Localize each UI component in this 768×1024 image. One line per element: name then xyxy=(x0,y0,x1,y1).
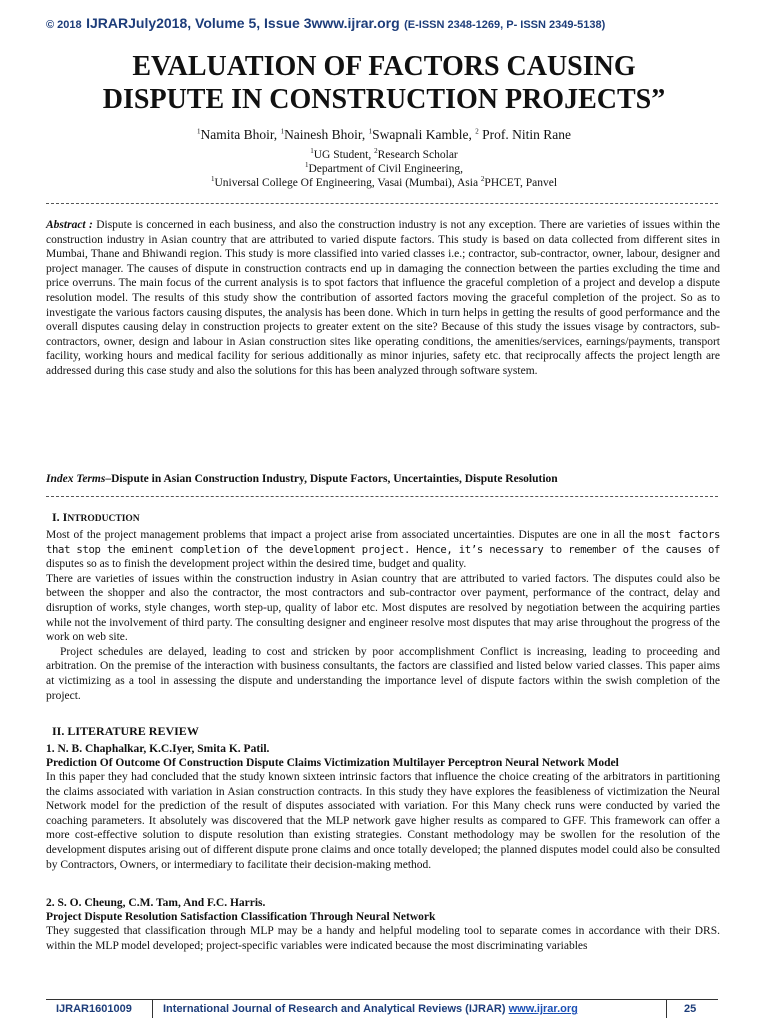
journal-header xyxy=(46,15,605,33)
journal-issue-text: IJRARJuly2018, Volume 5, Issue 3www.ijrar.org xyxy=(86,15,400,31)
paragraph: Project schedules are delayed, leading to cost and stricken by poor accomplishment Conflict is increasing, leading to proceeding and arbitration. On the premise of the interaction with business consultants, the factors are classified and listed below varied classes. This paper aims at victimizing as a tool in assessing the dispute and understanding the importance level of dispute factors within the swish completion of the project. xyxy=(46,645,720,702)
affiliation-line: $^1$Universal College Of Engineering, Vasai (Mumbai), Asia $^2$PHCET, Panvel xyxy=(210,175,558,189)
footer-separator xyxy=(152,1000,153,1018)
affiliation-line: $^1$Department of Civil Engineering, xyxy=(304,161,464,175)
reference-1-title: Prediction Of Outcome Of Construction Dispute Claims Victimization Multilayer Perceptron Neural Network Model xyxy=(46,757,619,769)
paragraph: There are varieties of issues within the construction industry in Asian country that are attributed to varied factors. The disputes could also be between the shopper and also the contractor, the most contractors and sub-contractor over payment, performance of the contract, delay and disruption of works, style changes, worth step-up, quality of labor etc. Most disputes are resolved by negotiation between the acquiring parties while not the involvement of third party. The consulting designer and engineer resolve most disputes that may arise throughout the progress of the work on web site. xyxy=(46,572,720,644)
section-divider xyxy=(46,496,718,497)
index-terms-label: Index Terms xyxy=(46,473,106,485)
author: $^1$Namita Bhoir, xyxy=(196,127,281,142)
section-divider xyxy=(46,203,718,204)
copyright-text: © 2018 xyxy=(46,19,82,31)
footer-journal xyxy=(163,1003,578,1015)
reference-1-authors: 1. N. B. Chaphalkar, K.C.Iyer, Smita K. Patil. xyxy=(46,743,270,755)
reference-2-text: They suggested that classification through MLP may be a handy and helpful modeling tool to separate comes in accordance with their DRS. within the MLP model developed; project-specific variables were indicated because the most discriminating variables xyxy=(46,925,720,952)
abstract-text: Dispute is concerned in each business, and also the construction industry is not any exception. There are varieties of issues within the construction industry in Asian country that are attributed to varied dispute factors. This study is based on data collected from different sites in Mumbai, Thane and Bhiwandi region. This study is more classified into varied classes i.e.; contractor, sub-contractor, owner, labour, designer and project manager. The causes of dispute in construction contracts end up in damaging the connection between the parties excluding the time and price overruns. The main focus of the current analysis is to spot factors that influence the graceful completion of a project and develop a dispute resolution model. The results of this study show the contribution of assorted factors moving the graceful completion of the project. So as to investigate the various factors causing disputes, the analysis has been done. Which in turn helps in getting the results of good performance and the overall disputes causing delay in construction projects to greater extent on the site? Because of this study the issues visage by contractors, sub-contractors, owner, design and labour in Asian construction sites like operating conditions, the amenities/services, earnings/payments, transport facility, working hours and medical facility for serious additionally as minor injuries, safety etc. that reciprocally affects the project length are addressed during this case study and also the solutions for this has been analyzed through software system. xyxy=(46,219,720,377)
author: $^2$ Prof. Nitin Rane xyxy=(475,127,571,142)
footer-journal-name: International Journal of Research and Analytical Reviews (IJRAR) xyxy=(163,1003,509,1015)
affiliation-line: $^1$UG Student, $^2$Research Scholar xyxy=(310,147,458,161)
footer-rule xyxy=(46,999,718,1000)
reference-2-authors: 2. S. O. Cheung, C.M. Tam, And F.C. Harris. xyxy=(46,897,266,909)
footer-url-link[interactable]: www.ijrar.org xyxy=(508,1003,578,1015)
footer-paper-id: IJRAR1601009 xyxy=(56,1003,132,1015)
abstract xyxy=(46,218,720,379)
paper-title xyxy=(0,50,768,116)
author: $^1$Swapnali Kamble, xyxy=(368,127,476,142)
footer-separator xyxy=(666,1000,667,1018)
section-heading-introduction: I. INTRODUCTION xyxy=(52,510,140,524)
paragraph: Most of the project management problems that impact a project arise from associated uncertainties. Disputes are one in all the most factors that stop the eminent completion of the development project. Hence, it’s necessary to remember of the causes of disputes so as to finish the development project within the desired time, budget and quality. xyxy=(46,529,720,571)
reference-1-text: In this paper they had concluded that the study known sixteen intrinsic factors that influence the choice creating of the arbitrators in partitioning the claims associated with variation in Asian construction contracts. In this study they have explores the feasibleness of victimization the Neural Network model for the prediction of the result of disputes associated with variation. For this Many check runs were conducted by varied the coaching parameters. It absolutely was discovered that the MLP network gave higher results as compared to GFF. This framework can offer a more cost-effective solution to dispute resolution than existing strategies. Constant methodology may be swollen for the resolution of the development disputes arising out of different dispute prone claims and once totally developed; the planned disputes model could also be consulted by Contractors, Owners, or intermediary to facilitate their decision-making method. xyxy=(46,771,720,871)
title-line-1: EVALUATION OF FACTORS CAUSING xyxy=(132,51,636,82)
abstract-label: Abstract : xyxy=(46,219,93,231)
reference-2-title: Project Dispute Resolution Satisfaction Classification Through Neural Network xyxy=(46,911,436,923)
title-line-2: DISPUTE IN CONSTRUCTION PROJECTS” xyxy=(102,84,666,115)
section-heading-literature-review: II. LITERATURE REVIEW xyxy=(52,724,199,738)
footer-page-number: 25 xyxy=(684,1003,697,1015)
index-terms xyxy=(46,472,720,487)
introduction-body xyxy=(46,528,720,703)
issn-text: (E-ISSN 2348-1269, P- ISSN 2349-5138) xyxy=(404,19,606,31)
index-terms-text: –Dispute in Asian Construction Industry, Dispute Factors, Uncertainties, Dispute Resolution xyxy=(105,473,558,485)
author-list xyxy=(0,127,768,143)
author: $^1$Nainesh Bhoir, xyxy=(280,127,369,142)
